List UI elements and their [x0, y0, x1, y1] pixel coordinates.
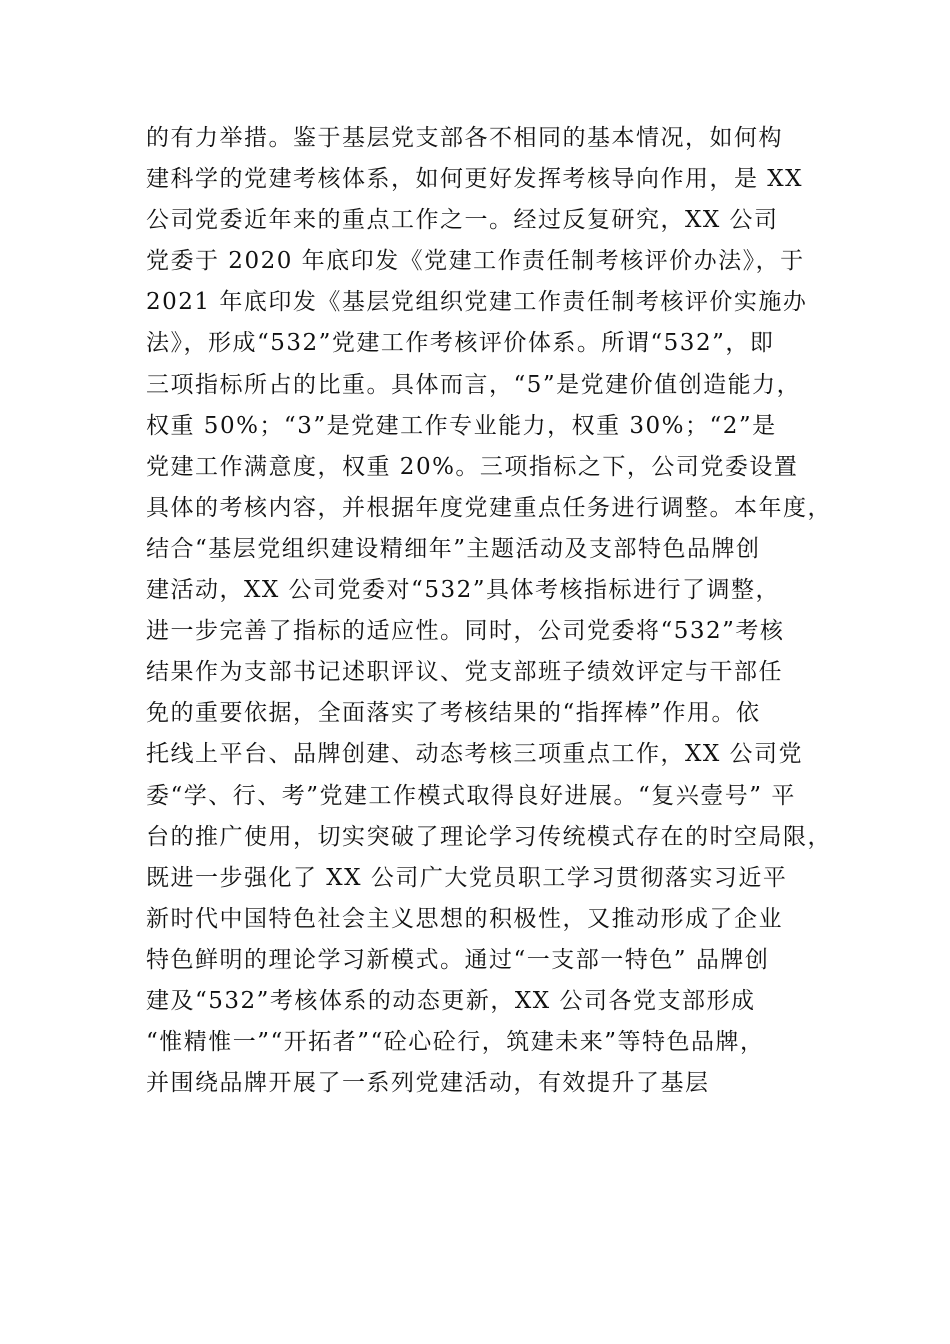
- text-line: 党委于 2020 年底印发《党建工作责任制考核评价办法》，于: [146, 248, 805, 275]
- text-line: 2021 年底印发《基层党组织党建工作责任制考核评价实施办: [146, 289, 808, 316]
- text-line: “惟精惟一”“开拓者”“砼心砼行，筑建未来”等特色品牌，: [146, 1029, 765, 1056]
- text-line: 结合“基层党组织建设精细年”主题活动及支部特色品牌创: [146, 535, 761, 562]
- text-line: 免的重要依据，全面落实了考核结果的“指挥棒”作用。依: [146, 700, 761, 727]
- text-line: 委“学、行、考”党建工作模式取得良好进展。“复兴壹号” 平: [146, 782, 796, 809]
- text-line: 托线上平台、品牌创建、动态考核三项重点工作，XX 公司党: [146, 741, 804, 768]
- text-line: 新时代中国特色社会主义思想的积极性，又推动形成了企业: [146, 905, 783, 932]
- text-line: 具体的考核内容，并根据年度党建重点任务进行调整。本年度，: [146, 494, 832, 521]
- text-line: 建科学的党建考核体系，如何更好发挥考核导向作用，是 XX: [146, 166, 804, 193]
- text-line: 并围绕品牌开展了一系列党建活动，有效提升了基层: [146, 1070, 710, 1097]
- text-line: 权重 50%；“3”是党建工作专业能力，权重 30%；“2”是: [146, 412, 777, 439]
- text-line: 既进一步强化了 XX 公司广大党员职工学习贯彻落实习近平: [146, 864, 788, 891]
- text-line: 进一步完善了指标的适应性。同时，公司党委将“532”考核: [146, 618, 785, 645]
- text-line: 建活动，XX 公司党委对“532”具体考核指标进行了调整，: [146, 577, 780, 604]
- text-line: 公司党委近年来的重点工作之一。经过反复研究，XX 公司: [146, 207, 779, 234]
- text-line: 三项指标所占的比重。具体而言，“5”是党建价值创造能力，: [146, 371, 802, 398]
- text-line: 特色鲜明的理论学习新模式。通过“一支部一特色” 品牌创: [146, 946, 770, 973]
- text-line: 结果作为支部书记述职评议、党支部班子绩效评定与干部任: [146, 659, 783, 686]
- text-line: 法》，形成“532”党建工作考核评价体系。所谓“532”，即: [146, 330, 775, 357]
- text-line: 建及“532”考核体系的动态更新，XX 公司各党支部形成: [146, 987, 756, 1014]
- text-line: 党建工作满意度，权重 20%。三项指标之下，公司党委设置: [146, 453, 799, 480]
- text-line: 台的推广使用，切实突破了理论学习传统模式存在的时空局限，: [146, 823, 832, 850]
- body-paragraph: [146, 118, 832, 1104]
- text-line: 的有力举措。鉴于基层党支部各不相同的基本情况，如何构: [146, 125, 783, 151]
